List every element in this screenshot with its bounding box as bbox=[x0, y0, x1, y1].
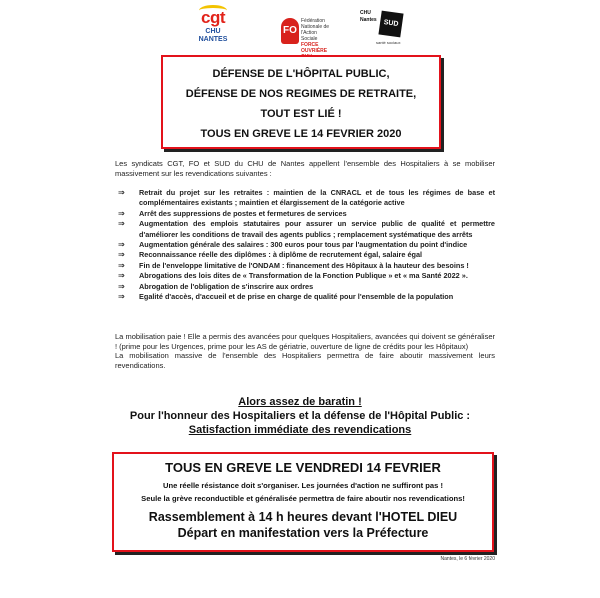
demand-text: Augmentation générale des salaires : 300 euros pour tous par l'augmentation du point d'indice bbox=[139, 240, 468, 250]
mobilisation-paragraph-2: La mobilisation massive de l'ensemble des Hospitaliers permettra de faire aboutir massivement leurs revendications. bbox=[115, 351, 495, 370]
fo-logo-text1: Fédération Nationale de l'Action Sociale bbox=[301, 18, 330, 42]
header-box bbox=[161, 55, 441, 149]
arrow-icon: ⇒ bbox=[118, 271, 125, 281]
fo-logo-text2: FORCE OUVRIÈRE bbox=[301, 42, 328, 54]
call-section bbox=[100, 395, 500, 437]
call-line-3: Satisfaction immédiate des revendications bbox=[188, 424, 412, 436]
sud-box-icon bbox=[378, 11, 403, 38]
arrow-icon: ⇒ bbox=[118, 292, 125, 302]
intro-paragraph: Les syndicats CGT, FO et SUD du CHU de Nantes appellent l'ensemble des Hospitaliers à se mobiliser massivement sur les revendications suivantes : bbox=[115, 159, 495, 178]
sud-logo-line2: Nantes bbox=[360, 17, 377, 23]
strike-box bbox=[112, 452, 494, 552]
fo-logo bbox=[281, 8, 330, 54]
arrow-icon: ⇒ bbox=[118, 208, 125, 218]
demand-text: Reconnaissance réelle des diplômes : à diplôme de recrutement égal, salaire égal bbox=[139, 250, 423, 260]
demand-item bbox=[115, 261, 495, 271]
demand-item bbox=[115, 292, 495, 302]
demand-text: Retrait du projet sur les retraites : maintien de la CNRACL et de tous les régimes de base et complémentaires existants ; maintien et élargissement de la catégorie active bbox=[139, 188, 495, 208]
strike-line-2: Une réelle résistance doit s'organiser. Les journées d'action ne suffiront pas ! bbox=[162, 481, 444, 490]
arrow-icon: ⇒ bbox=[118, 281, 125, 291]
sud-logo-text bbox=[360, 10, 380, 24]
header-line-2: DÉFENSE DE NOS REGIMES DE RETRAITE, bbox=[185, 88, 417, 100]
mobilisation-section bbox=[115, 332, 495, 370]
demand-item bbox=[115, 282, 495, 292]
demand-text: Arrêt des suppressions de postes et fermetures de services bbox=[139, 208, 347, 218]
demand-item bbox=[115, 209, 495, 219]
demand-item bbox=[115, 271, 495, 281]
strike-march-line: Départ en manifestation vers la Préfecture bbox=[177, 526, 429, 540]
header-line-1: DÉFENSE DE L'HÔPITAL PUBLIC, bbox=[212, 68, 390, 80]
arrow-icon: ⇒ bbox=[118, 219, 125, 229]
arrow-icon: ⇒ bbox=[118, 250, 125, 260]
fo-badge-letters: FO bbox=[283, 25, 297, 36]
demand-item bbox=[115, 188, 495, 209]
demand-text: Abrogations des lois dites de « Transformation de la Fonction Publique » et « ma Santé 2022 ». bbox=[139, 271, 468, 281]
demand-item bbox=[115, 250, 495, 260]
demand-text: Egalité d'accès, d'accueil et de prise en charge de qualité pour l'ensemble de la population bbox=[139, 292, 454, 302]
arrow-icon: ⇒ bbox=[118, 240, 125, 250]
demands-list bbox=[115, 188, 495, 302]
header-line-3: TOUT EST LIÉ ! bbox=[260, 108, 342, 120]
demand-item bbox=[115, 219, 495, 240]
mobilisation-paragraph-1: La mobilisation paie ! Elle a permis des avancées pour quelques Hospitaliers, avancées qui doivent se généraliser ! (prime pour les Urgences, prime pour les AS de gériatrie, ouverture de ligne de crédits pour les Hôpitaux) bbox=[115, 332, 495, 351]
demand-text: Abrogation de l'obligation de s'inscrire aux ordres bbox=[139, 281, 314, 291]
cgt-logo-line2: NANTES bbox=[198, 36, 228, 43]
sud-logo bbox=[360, 8, 406, 54]
demand-text: Augmentation des emplois statutaires pour assurer un service public de qualité et permettre d'améliorer les conditions de travail des agents publics ; remplacement systématique des arrêts bbox=[139, 219, 495, 239]
strike-rally-line: Rassemblement à 14 h heures devant l'HOTEL DIEU bbox=[148, 510, 458, 524]
fo-badge-icon bbox=[281, 18, 299, 44]
header-line-4: TOUS EN GREVE LE 14 FEVRIER 2020 bbox=[200, 128, 402, 140]
demand-item bbox=[115, 240, 495, 250]
cgt-logo bbox=[195, 8, 231, 54]
cgt-logo-line1: CHU bbox=[205, 28, 221, 35]
call-line-1: Alors assez de baratin ! bbox=[238, 396, 362, 408]
demand-text: Fin de l'enveloppe limitative de l'ONDAM : financement des Hôpitaux à la hauteur des besoins ! bbox=[139, 260, 469, 270]
footer-date: Nantes, le 6 février 2020 bbox=[440, 556, 495, 562]
strike-title: TOUS EN GREVE LE VENDREDI 14 FEVRIER bbox=[165, 460, 441, 475]
strike-line-3: Seule la grève reconductible et généralisée permettra de faire aboutir nos revendications! bbox=[141, 494, 465, 503]
call-line-2: Pour l'honneur des Hospitaliers et la défense de l'Hôpital Public : bbox=[129, 410, 471, 422]
logos-row bbox=[0, 8, 600, 54]
arrow-icon: ⇒ bbox=[118, 188, 125, 197]
cgt-logo-word: cgt bbox=[201, 8, 225, 27]
sud-logo-line1: CHU bbox=[360, 10, 371, 16]
arrow-icon: ⇒ bbox=[118, 260, 125, 270]
sud-box-text: SUD bbox=[383, 19, 399, 28]
sud-logo-foot: santé sociaux bbox=[376, 40, 401, 45]
